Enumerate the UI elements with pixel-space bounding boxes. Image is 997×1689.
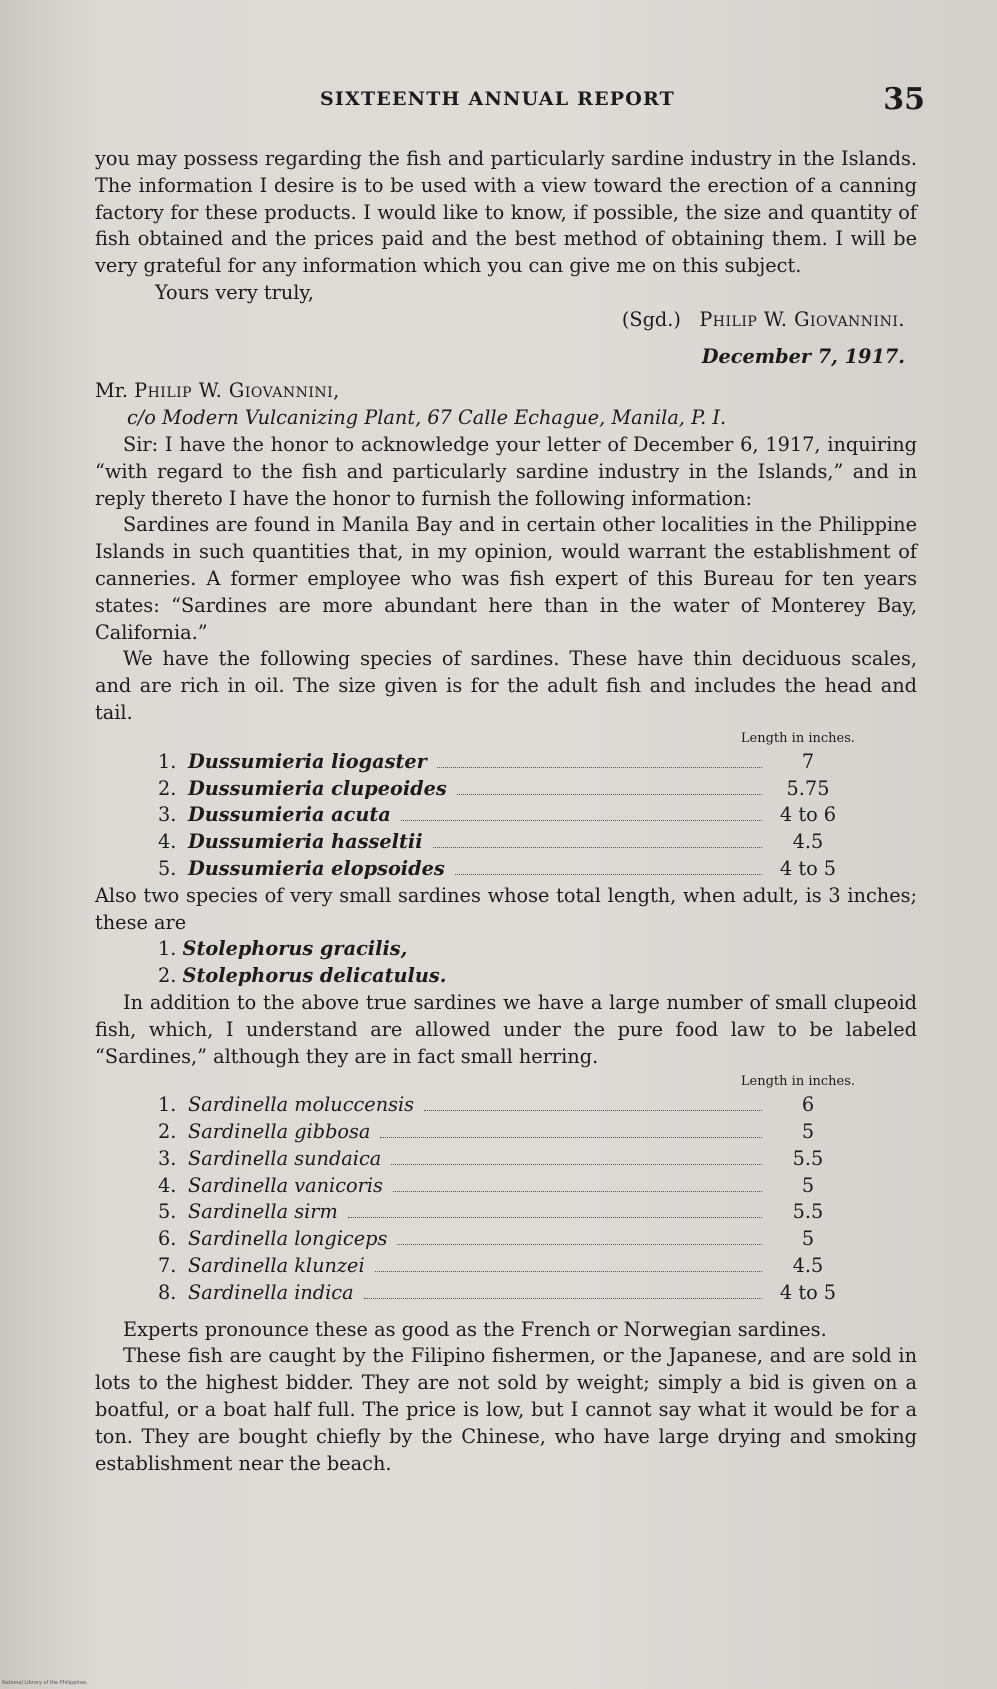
- leader-dots: [437, 767, 762, 768]
- letter2-date: December 7, 1917.: [701, 344, 905, 368]
- addressee-address: c/o Modern Vulcanizing Plant, 67 Calle Echague, Manila, P. I.: [127, 406, 727, 430]
- leader-dots: [457, 794, 762, 795]
- species-name: Sardinella longiceps: [188, 1227, 388, 1251]
- length-value: 4 to 5: [779, 1280, 837, 1304]
- signature-prefix: (Sgd.): [621, 307, 681, 331]
- leader-dots: [391, 1164, 762, 1165]
- leader-dots: [433, 847, 762, 848]
- leader-dots: [348, 1217, 762, 1218]
- table-row: [158, 1092, 848, 1119]
- row-number: 5.: [158, 1200, 177, 1224]
- row-number: 8.: [158, 1280, 177, 1304]
- sardine-table: [158, 749, 848, 883]
- table-row: [158, 776, 848, 803]
- running-header: [95, 82, 925, 120]
- table-row: [158, 802, 848, 829]
- leader-dots: [424, 1110, 762, 1111]
- species-name: Dussumieria liogaster: [188, 749, 427, 773]
- length-value: 4.5: [792, 830, 824, 854]
- letter1-body: you may possess regarding the fish and particularly sardine industry in the Islands. The information I desire is to be used with a view toward the erection of a canning factory for these products. I would like to know, if possible, the size and quantity of fish obtained and the prices paid and the best method of obtaining them. I will be very grateful for any information which you can give me on this subject.: [95, 147, 917, 278]
- table-row: [158, 749, 848, 776]
- page-number: 35: [883, 82, 925, 117]
- addressee: [95, 378, 917, 405]
- species-name: Dussumieria clupeoides: [188, 776, 447, 800]
- leader-dots: [455, 874, 762, 875]
- letter2-para2: Sardines are found in Manila Bay and in certain other localities in the Philippine Islands in such quantities that, in my opinion, would warrant the establishment of canneries. A former employee who was fish expert of this Bureau for ten years states: “Sardines are more abundant here than in the water of Monterey Bay, California.”: [95, 513, 917, 644]
- table-row: [158, 856, 848, 883]
- length-value: 7: [801, 749, 815, 773]
- letter2-para4: Also two species of very small sardines whose total length, when adult, is 3 inches; these are: [95, 883, 917, 934]
- table1-header: Length in inches.: [740, 730, 855, 746]
- species-name: Stolephorus gracilis,: [182, 937, 408, 961]
- row-number: 6.: [158, 1227, 177, 1251]
- species-name: Sardinella indica: [188, 1280, 354, 1304]
- leader-dots: [375, 1271, 762, 1272]
- row-number: 4.: [158, 830, 177, 854]
- table-row: [158, 1253, 848, 1280]
- row-number: 1.: [158, 749, 177, 773]
- report-title: SIXTEENTH ANNUAL REPORT: [320, 88, 676, 110]
- page-body: [95, 146, 917, 1477]
- length-value: 5.75: [786, 776, 830, 800]
- row-number: 2.: [158, 776, 177, 800]
- letter2-para5: In addition to the above true sardines we have a large number of small clupeoid fish, which, I understand are allowed under the pure food law to be labeled “Sardines,” although they are in fact small herring.: [95, 990, 917, 1068]
- table-row: [158, 1119, 848, 1146]
- letter2-para3: We have the following species of sardines. These have thin deciduous scales, and are rich in oil. The size given is for the adult fish and includes the head and tail.: [95, 647, 917, 724]
- length-value: 5.5: [792, 1146, 824, 1170]
- addressee-prefix: Mr.: [95, 379, 128, 403]
- list-item: [158, 963, 917, 990]
- herring-table: [158, 1092, 848, 1306]
- leader-dots: [364, 1298, 762, 1299]
- small-species-list: [95, 936, 917, 990]
- length-value: 5.5: [792, 1200, 824, 1224]
- length-value: 4 to 6: [779, 803, 837, 827]
- signature-name: Philip W. Giovannini.: [699, 307, 905, 331]
- row-number: 3.: [158, 803, 177, 827]
- table2-header: Length in inches.: [740, 1074, 855, 1090]
- species-name: Sardinella sundaica: [188, 1146, 382, 1170]
- species-name: Dussumieria acuta: [188, 803, 391, 827]
- leader-dots: [397, 1244, 762, 1245]
- table-row: [158, 1173, 848, 1200]
- leader-dots: [393, 1191, 762, 1192]
- species-name: Sardinella moluccensis: [188, 1093, 415, 1117]
- species-name: Sardinella sirm: [188, 1200, 338, 1224]
- row-number: 5.: [158, 856, 177, 880]
- table-row: [158, 1146, 848, 1173]
- table-row: [158, 829, 848, 856]
- scan-footer-note: National Library of the Philippines: [2, 1680, 87, 1686]
- row-number: 4.: [158, 1173, 177, 1197]
- leader-dots: [401, 820, 762, 821]
- letter1-closing: Yours very truly,: [155, 280, 314, 304]
- letter1-signature: [95, 307, 905, 334]
- letter2-para7: These fish are caught by the Filipino fishermen, or the Japanese, and are sold in lots to the highest bidder. They are not sold by weight; simply a bid is given on a boatful, or a boat half full. The price is low, but I cannot say what it would be for a ton. They are bought chiefly by the Chinese, who have large drying and smoking establishment near the beach.: [95, 1344, 917, 1475]
- item-number: 2.: [158, 964, 177, 988]
- species-name: Stolephorus delicatulus.: [182, 964, 447, 988]
- species-name: Sardinella klunzei: [188, 1254, 365, 1278]
- length-value: 5: [801, 1120, 815, 1144]
- species-name: Dussumieria hasseltii: [188, 830, 423, 854]
- length-value: 4.5: [792, 1254, 824, 1278]
- table-row: [158, 1199, 848, 1226]
- list-item: [158, 936, 917, 963]
- table-row: [158, 1280, 848, 1307]
- item-number: 1.: [158, 937, 177, 961]
- row-number: 2.: [158, 1120, 177, 1144]
- letter2-para6: Experts pronounce these as good as the French or Norwegian sardines.: [123, 1317, 827, 1341]
- table-row: [158, 1226, 848, 1253]
- length-value: 5: [801, 1227, 815, 1251]
- row-number: 1.: [158, 1093, 177, 1117]
- length-value: 4 to 5: [779, 856, 837, 880]
- length-value: 6: [801, 1093, 815, 1117]
- species-name: Dussumieria elopsoides: [188, 856, 445, 880]
- addressee-name: Philip W. Giovannini,: [134, 379, 340, 403]
- row-number: 7.: [158, 1254, 177, 1278]
- species-name: Sardinella gibbosa: [188, 1120, 371, 1144]
- species-name: Sardinella vanicoris: [188, 1173, 383, 1197]
- length-value: 5: [801, 1173, 815, 1197]
- leader-dots: [380, 1137, 762, 1138]
- letter2-para1: Sir: I have the honor to acknowledge your letter of December 6, 1917, inquiring “with regard to the fish and particularly sardine industry in the Islands,” and in reply thereto I have the honor to furnish the following information:: [95, 432, 917, 510]
- row-number: 3.: [158, 1146, 177, 1170]
